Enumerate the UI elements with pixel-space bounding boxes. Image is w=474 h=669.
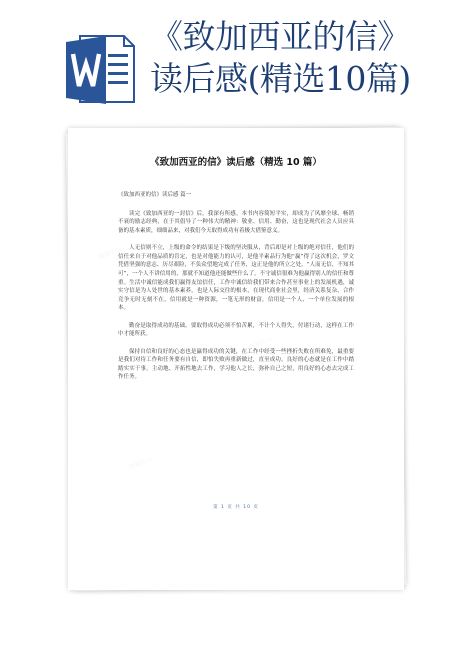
watermark: 熊猫办公: [127, 455, 153, 472]
watermark: 熊猫办公: [97, 245, 123, 262]
document-body: [118, 191, 354, 391]
section-subtitle: 《致加西亚的信》读后感 篇一: [118, 192, 192, 198]
page-number: 第 1 页 共 10 页: [213, 505, 259, 510]
word-document-icon: [66, 32, 136, 106]
document-page[interactable]: [68, 128, 404, 590]
document-heading: 《致加西亚的信》读后感（精选 10 篇）: [150, 157, 322, 168]
banner-title-line1: 《致加西亚的信》: [150, 17, 410, 56]
paragraph: 人无信则不立，上级的命令的结果是下级的坚决服从，背后却是对上级的绝对信任，他们的信任来自于对他品质的肯定，也是对他能力的认可，是他平素品行为他“赢”得了这次机会，罗文凭借坚强的意志、历尽艰险，不负众望地完成了任务，这正是他的所立之处。“人而无信，不知其可”，一个人不讲信用的，那就不知道他还能做些什么了，不守诚信很难为他赢得别人的信任和尊重。生活中诚信能成我们赢得友谊信任，工作中诚信给我们带来合作甚至事业上的发展机遇，诚实守信是为人处世的基本素养，也是人际交往的根本，在现代商业社会里，经济关系复杂，合作竞争无时无刻不在，信用就是一种资源，一笔无形的财富，信用是一个人、一个单位发展的根本。: [118, 245, 354, 312]
document-banner: [0, 0, 474, 118]
paragraph: 勤奋是取得成功的基础。要取得成功必须不怕苦累，不计个人得失，付诸行动，这样在工作中才能所获。: [118, 322, 354, 338]
paragraph: 保持自信和良好的心态也是赢得成功的关键，在工作中经受一些挫折失败在所难免，最重要是我们对待工作和任务要有自信，即怕失败再重新做过，直至成功。良好的心态就是在工作中踏踏实实干事，主动地、开拓性地去工作，学习他人之长，弥补自己之短，用良好的心态去完成工作任务。: [118, 348, 354, 381]
watermark: 熊猫办公: [247, 335, 273, 352]
banner-title: [150, 16, 470, 100]
banner-title-line2: 读后感(精选10篇): [150, 59, 411, 98]
paragraph: 读完《致加西亚的一封信》后，我深有所感。本书内容简短平实，却成为了风靡全球、畅销不衰的励志经典，在于其倡导了一种伟大的精神：敬业、信用、勤奋，这也是现代社会人员应具备的基本素质，细细品来，对我们今天取得成功有着极大借鉴意义。: [118, 210, 354, 234]
